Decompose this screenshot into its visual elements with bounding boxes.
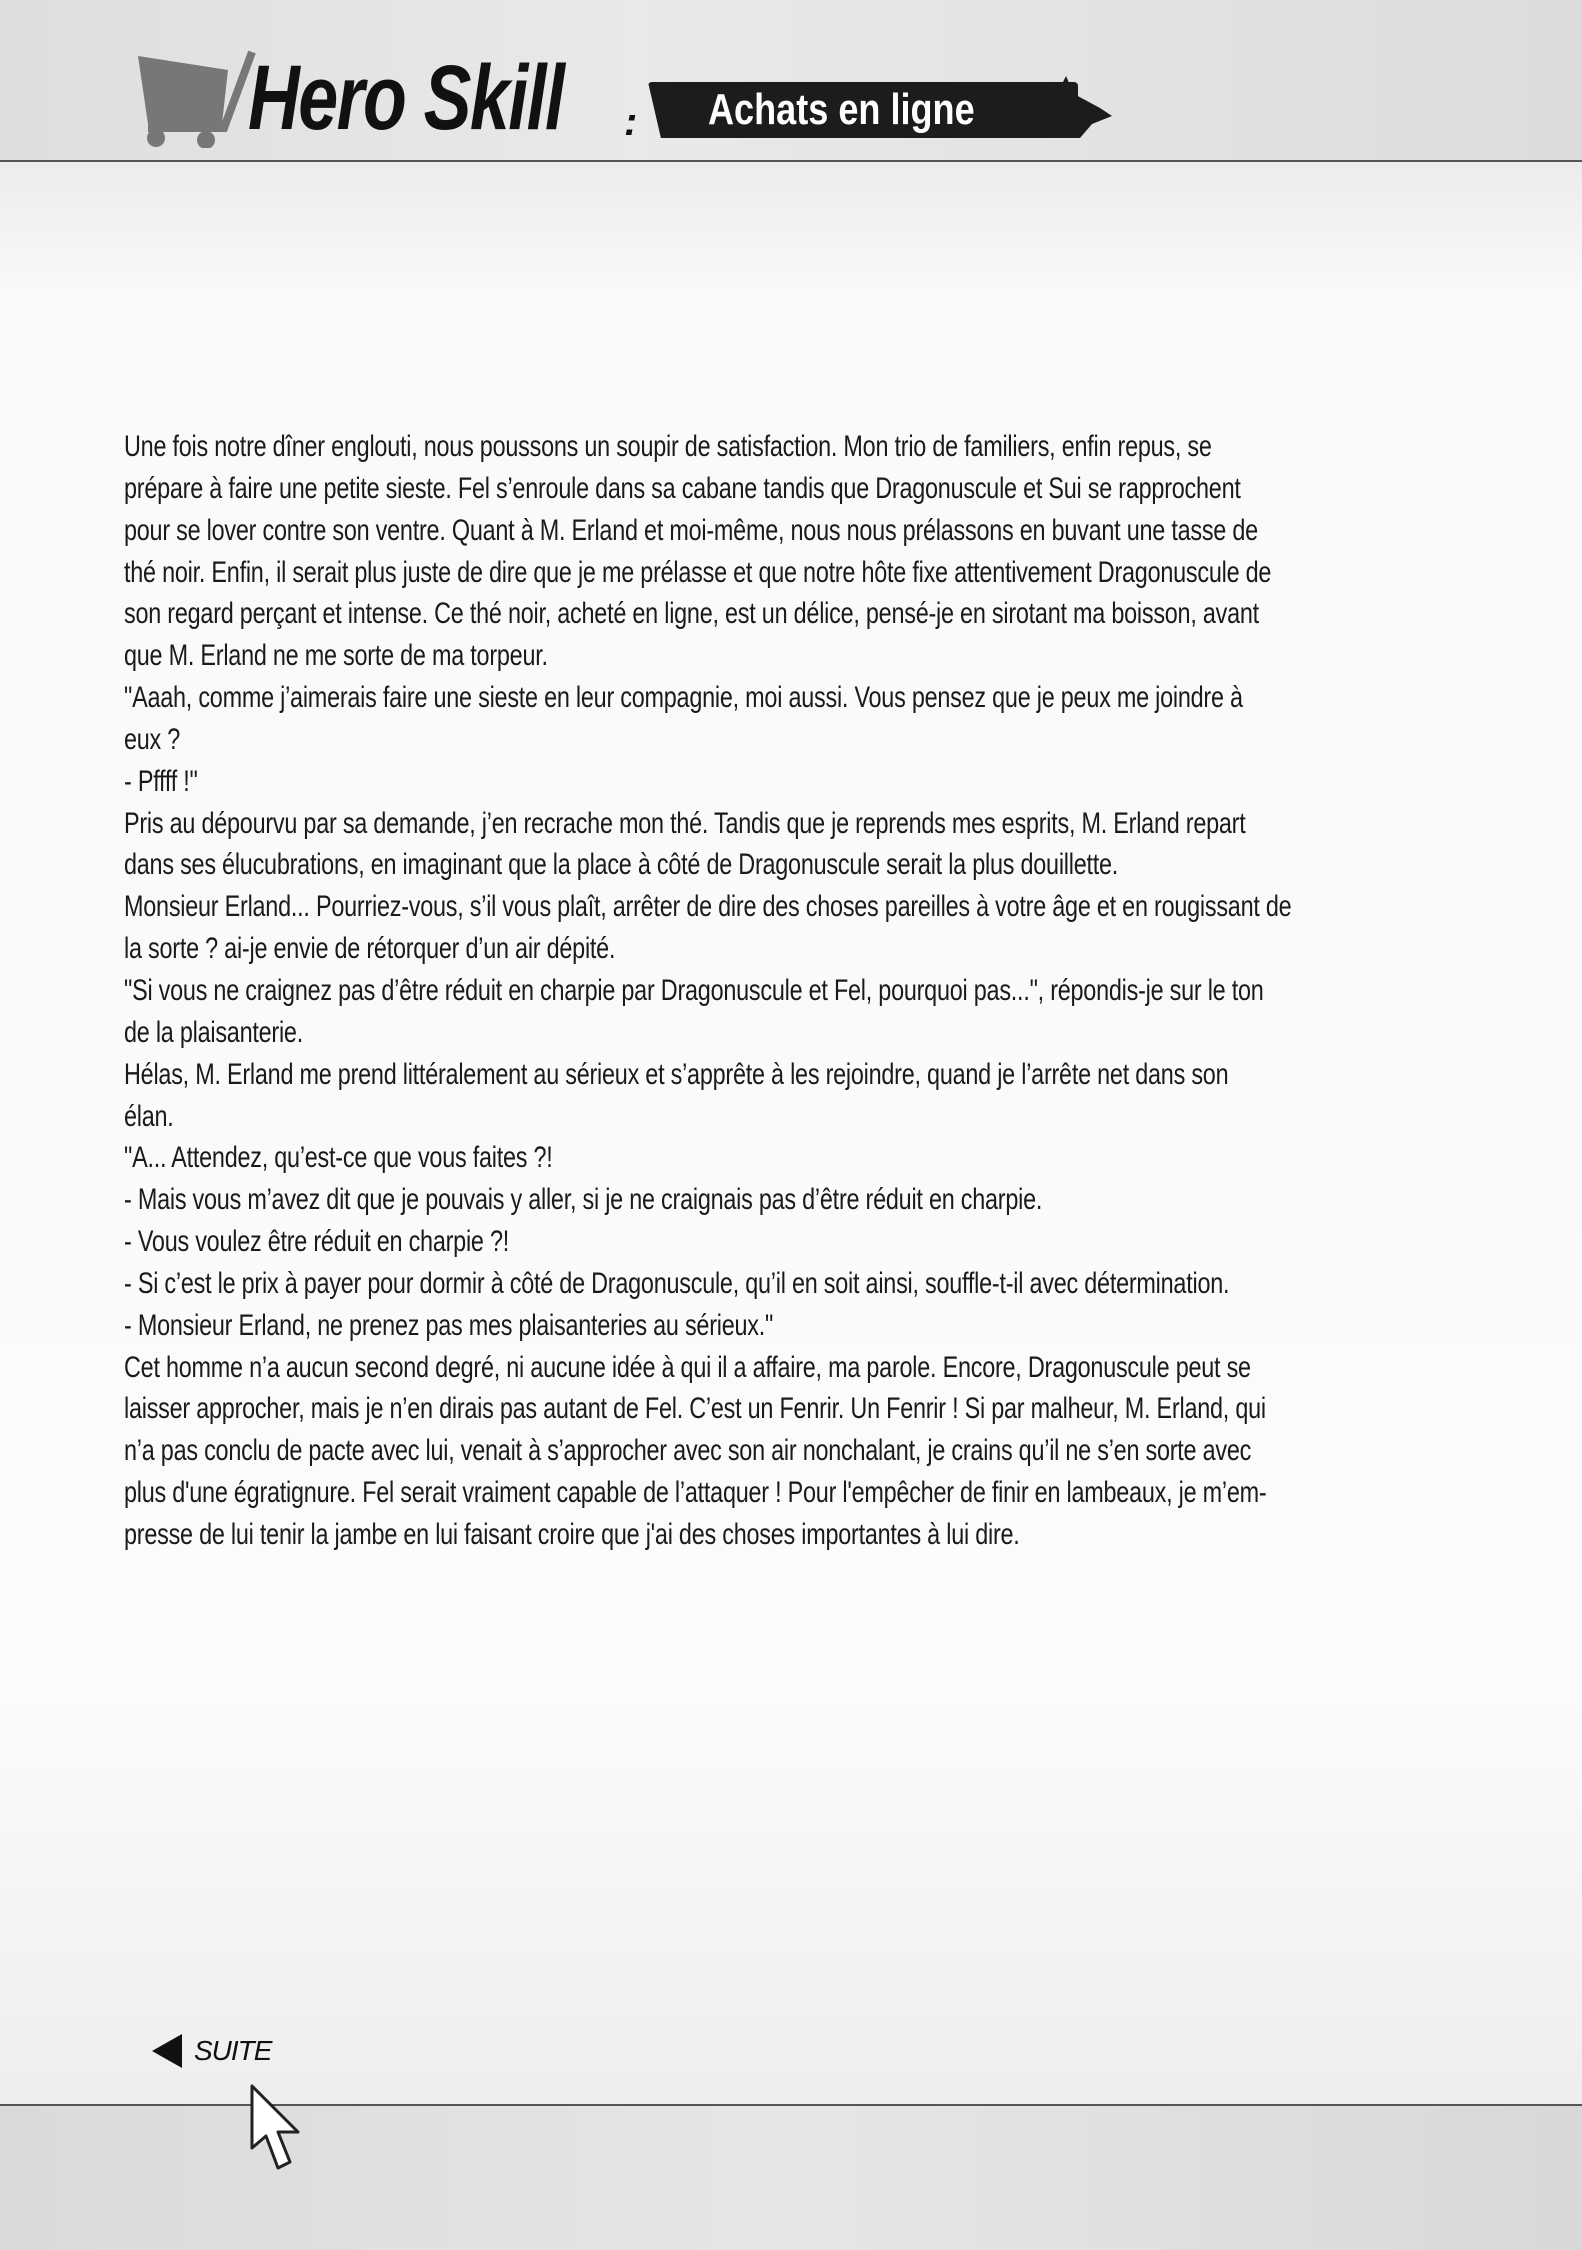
text-line: n’a pas conclu de pacte avec lui, venait à s’approcher avec son air nonchalant, je crains qu’il ne s’en sorte avec (124, 1434, 1252, 1468)
triangle-left-icon (152, 2034, 182, 2068)
text-line: - Pffff !" (124, 764, 198, 798)
text-line: prépare à faire une petite sieste. Fel s’enroule dans sa cabane tandis que Dragonuscule et Sui se rapprochent (124, 471, 1241, 505)
text-line: que M. Erland ne me sorte de ma torpeur. (124, 639, 548, 673)
text-line: - Monsieur Erland, ne prenez pas mes plaisanteries au sérieux." (124, 1308, 774, 1342)
text-line: - Si c’est le prix à payer pour dormir à côté de Dragonuscule, qu’il en soit ainsi, souffle-t-il avec détermination. (124, 1266, 1230, 1300)
page-title: Hero Skill (248, 47, 564, 149)
text-line: Monsieur Erland... Pourriez-vous, s’il vous plaît, arrêter de dire des choses pareilles à votre âge et en rougissant de (124, 890, 1292, 924)
text-line: Une fois notre dîner englouti, nous poussons un soupir de satisfaction. Mon trio de familiers, enfin repus, se (124, 430, 1212, 463)
wolf-head-icon (1040, 74, 1112, 146)
text-line: son regard perçant et intense. Ce thé noir, acheté en ligne, est un délice, pensé-je en sirotant ma boisson, avant (124, 597, 1259, 631)
section-banner-label: Achats en ligne (708, 85, 975, 134)
text-line: Cet homme n’a aucun second degré, ni aucune idée à qui il a affaire, ma parole. Encore, Dragonuscule peut se (124, 1350, 1251, 1384)
text-line: Pris au dépourvu par sa demande, j’en recrache mon thé. Tandis que je reprends mes esprits, M. Erland repart (124, 806, 1246, 840)
header-divider (0, 160, 1582, 162)
story-text (124, 426, 1464, 1556)
text-line: - Vous voulez être réduit en charpie ?! (124, 1225, 510, 1259)
text-line: thé noir. Enfin, il serait plus juste de dire que je me prélasse et que notre hôte fixe attentivement Dragonuscule de (124, 555, 1272, 589)
text-line: eux ? (124, 722, 181, 756)
text-line: dans ses élucubrations, en imaginant que la place à côté de Dragonuscule serait la plus douillette. (124, 848, 1119, 882)
suite-button[interactable] (152, 2034, 271, 2068)
suite-label: SUITE (194, 2035, 272, 2066)
text-line: presse de lui tenir la jambe en lui faisant croire que j'ai des choses importantes à lui dire. (124, 1517, 1020, 1551)
title-colon: : (624, 100, 638, 144)
text-line: Hélas, M. Erland me prend littéralement au sérieux et s’apprête à les rejoindre, quand je l’arrête net dans son (124, 1057, 1229, 1091)
text-line: "A... Attendez, qu’est-ce que vous faites ?! (124, 1141, 553, 1175)
text-line: de la plaisanterie. (124, 1015, 303, 1049)
text-line: laisser approcher, mais je n’en dirais pas autant de Fel. C’est un Fenrir. Un Fenrir ! Si par malheur, M. Erland, qui (124, 1392, 1266, 1426)
text-line: "Aaah, comme j’aimerais faire une sieste en leur compagnie, moi aussi. Vous pensez que je peux me joindre à (124, 681, 1243, 715)
shopping-cart-icon (136, 48, 256, 148)
page-footer (0, 2106, 1582, 2250)
text-line: plus d'une égratignure. Fel serait vraiment capable de l’attaquer ! Pour l'empêcher de finir en lambeaux, je m’em- (124, 1476, 1267, 1510)
text-line: la sorte ? ai-je envie de rétorquer d’un air dépité. (124, 932, 616, 966)
mouse-cursor-icon (248, 2082, 304, 2174)
text-line: "Si vous ne craignez pas d’être réduit en charpie par Dragonuscule et Fel, pourquoi pas...", répondis-je sur le ton (124, 973, 1264, 1007)
text-line: pour se lover contre son ventre. Quant à M. Erland et moi-même, nous nous prélassons en buvant une tasse de (124, 513, 1258, 547)
text-line: - Mais vous m’avez dit que je pouvais y aller, si je ne craignais pas d’être réduit en charpie. (124, 1183, 1043, 1217)
text-line: élan. (124, 1099, 174, 1133)
